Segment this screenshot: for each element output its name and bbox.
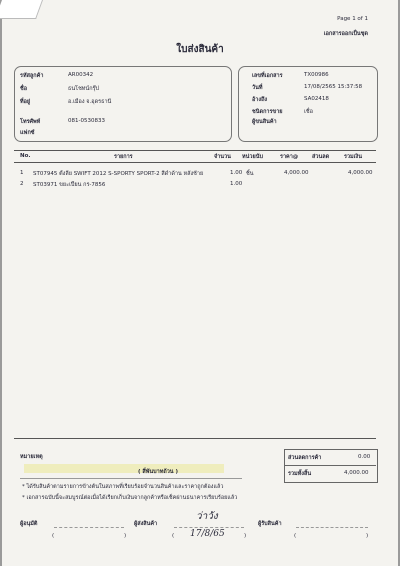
col-discount: ส่วนลด — [312, 154, 330, 160]
customer-fax-label: แฟกซ์ — [20, 130, 35, 136]
doc-no: TX00986 — [304, 72, 329, 78]
doc-no-label: เลขที่เอกสาร — [252, 73, 283, 79]
customer-phone: 081-0530833 — [68, 118, 105, 124]
deliverer-paren-open: ( — [172, 533, 175, 539]
row-item: ST03971 ขยะเปี้ยน กร-7856 — [33, 182, 106, 188]
footer-top-rule — [14, 438, 376, 439]
receiver-label: ผู้ขนสินค้า — [252, 119, 277, 125]
payment-type: เชื่อ — [304, 109, 313, 115]
handwritten-date: 17/8/65 — [190, 529, 225, 539]
paper-corner-tab — [0, 0, 43, 19]
col-item: รายการ — [114, 154, 133, 160]
page-title: ใบส่งสินค้า — [176, 44, 224, 55]
receiver-sign-line — [296, 527, 368, 528]
row-qty: 1.00 — [230, 170, 243, 176]
deliverer-line — [174, 527, 244, 528]
page-number: Page 1 of 1 — [337, 16, 368, 22]
remark-1: * ได้รับสินค้าตามรายการข้างต้นในสภาพที่เรียบร้อยจำนวนสินค้าและราคาถูกต้องแล้ว — [22, 484, 224, 490]
subtotal-label: ส่วนลดการค้า — [288, 455, 322, 461]
customer-address: อ.เมือง จ.อุดรธานี — [68, 99, 112, 105]
ref-label: อ้างถึง — [252, 97, 268, 103]
approver-label: ผู้อนุมัติ — [20, 521, 38, 527]
grand-total-label: รวมทั้งสิ้น — [288, 471, 312, 477]
grand-total-value: 4,000.00 — [344, 470, 369, 476]
table-top-rule — [14, 150, 376, 151]
row-no: 1 — [20, 170, 24, 176]
baht-rule — [20, 478, 242, 479]
col-unit: หน่วยนับ — [242, 154, 263, 160]
customer-box — [14, 66, 232, 142]
doc-date: 17/08/2565 15:37:58 — [304, 84, 363, 90]
customer-name: ธนโชทน์กรุ๊ป — [68, 86, 99, 92]
approver-line — [54, 527, 124, 528]
doc-type: เอกสารออกเป็นชุด — [323, 31, 368, 37]
customer-name-label: ชื่อ — [20, 86, 28, 92]
col-price: ราคา@ — [280, 154, 299, 160]
row-total: 4,000.00 — [348, 170, 373, 176]
customer-address-label: ที่อยู่ — [20, 99, 31, 105]
baht-text: ( สี่พันบาทถ้วน ) — [138, 469, 178, 475]
customer-phone-label: โทรศัพท์ — [20, 119, 41, 125]
receiver-paren-open: ( — [294, 533, 297, 539]
approver-paren-open: ( — [52, 533, 55, 539]
customer-code-label: รหัสลูกค้า — [20, 73, 44, 79]
row-no: 2 — [20, 181, 24, 187]
doc-ref: SA02418 — [304, 96, 329, 102]
receiver-sign-label: ผู้รับสินค้า — [258, 521, 282, 527]
totals-divider — [284, 465, 376, 466]
date-label: วันที่ — [252, 85, 263, 91]
subtotal-value: 0.00 — [358, 454, 371, 460]
row-price: 4,000.00 — [284, 170, 309, 176]
col-no: No. — [20, 153, 31, 159]
handwritten-signature: ว่าวัง — [196, 511, 218, 522]
customer-code: AR00342 — [68, 72, 94, 78]
redacted-note — [24, 464, 224, 473]
row-qty: 1.00 — [230, 181, 243, 187]
table-header-rule — [14, 162, 376, 163]
row-item: ST07945 ตั้งลี่ย SWIFT 2012 S-SPORTY SPORT-2 สีดำด้าน หลังช้าย — [33, 171, 204, 177]
col-total: รวมเงิน — [344, 154, 362, 160]
approver-paren-close: ) — [124, 533, 127, 539]
remark-2: * เอกสารฉบับนี้จะสมบูรณ์ต่อเมื่อได้เรียกเก็บเงินจากลูกค้าหรือเช็คผ่านธนาคารเรียบร้อยแล้ว — [22, 495, 238, 501]
delivery-note-page — [2, 0, 398, 566]
note-label: หมายเหตุ — [20, 454, 43, 460]
row-unit: ชิ้น — [246, 171, 254, 177]
deliverer-paren-close: ) — [244, 533, 247, 539]
col-qty: จำนวน — [214, 154, 231, 160]
deliverer-label: ผู้ส่งสินค้า — [134, 521, 158, 527]
receiver-paren-close: ) — [366, 533, 369, 539]
payment-label: ชนิดการขาย — [252, 109, 283, 115]
